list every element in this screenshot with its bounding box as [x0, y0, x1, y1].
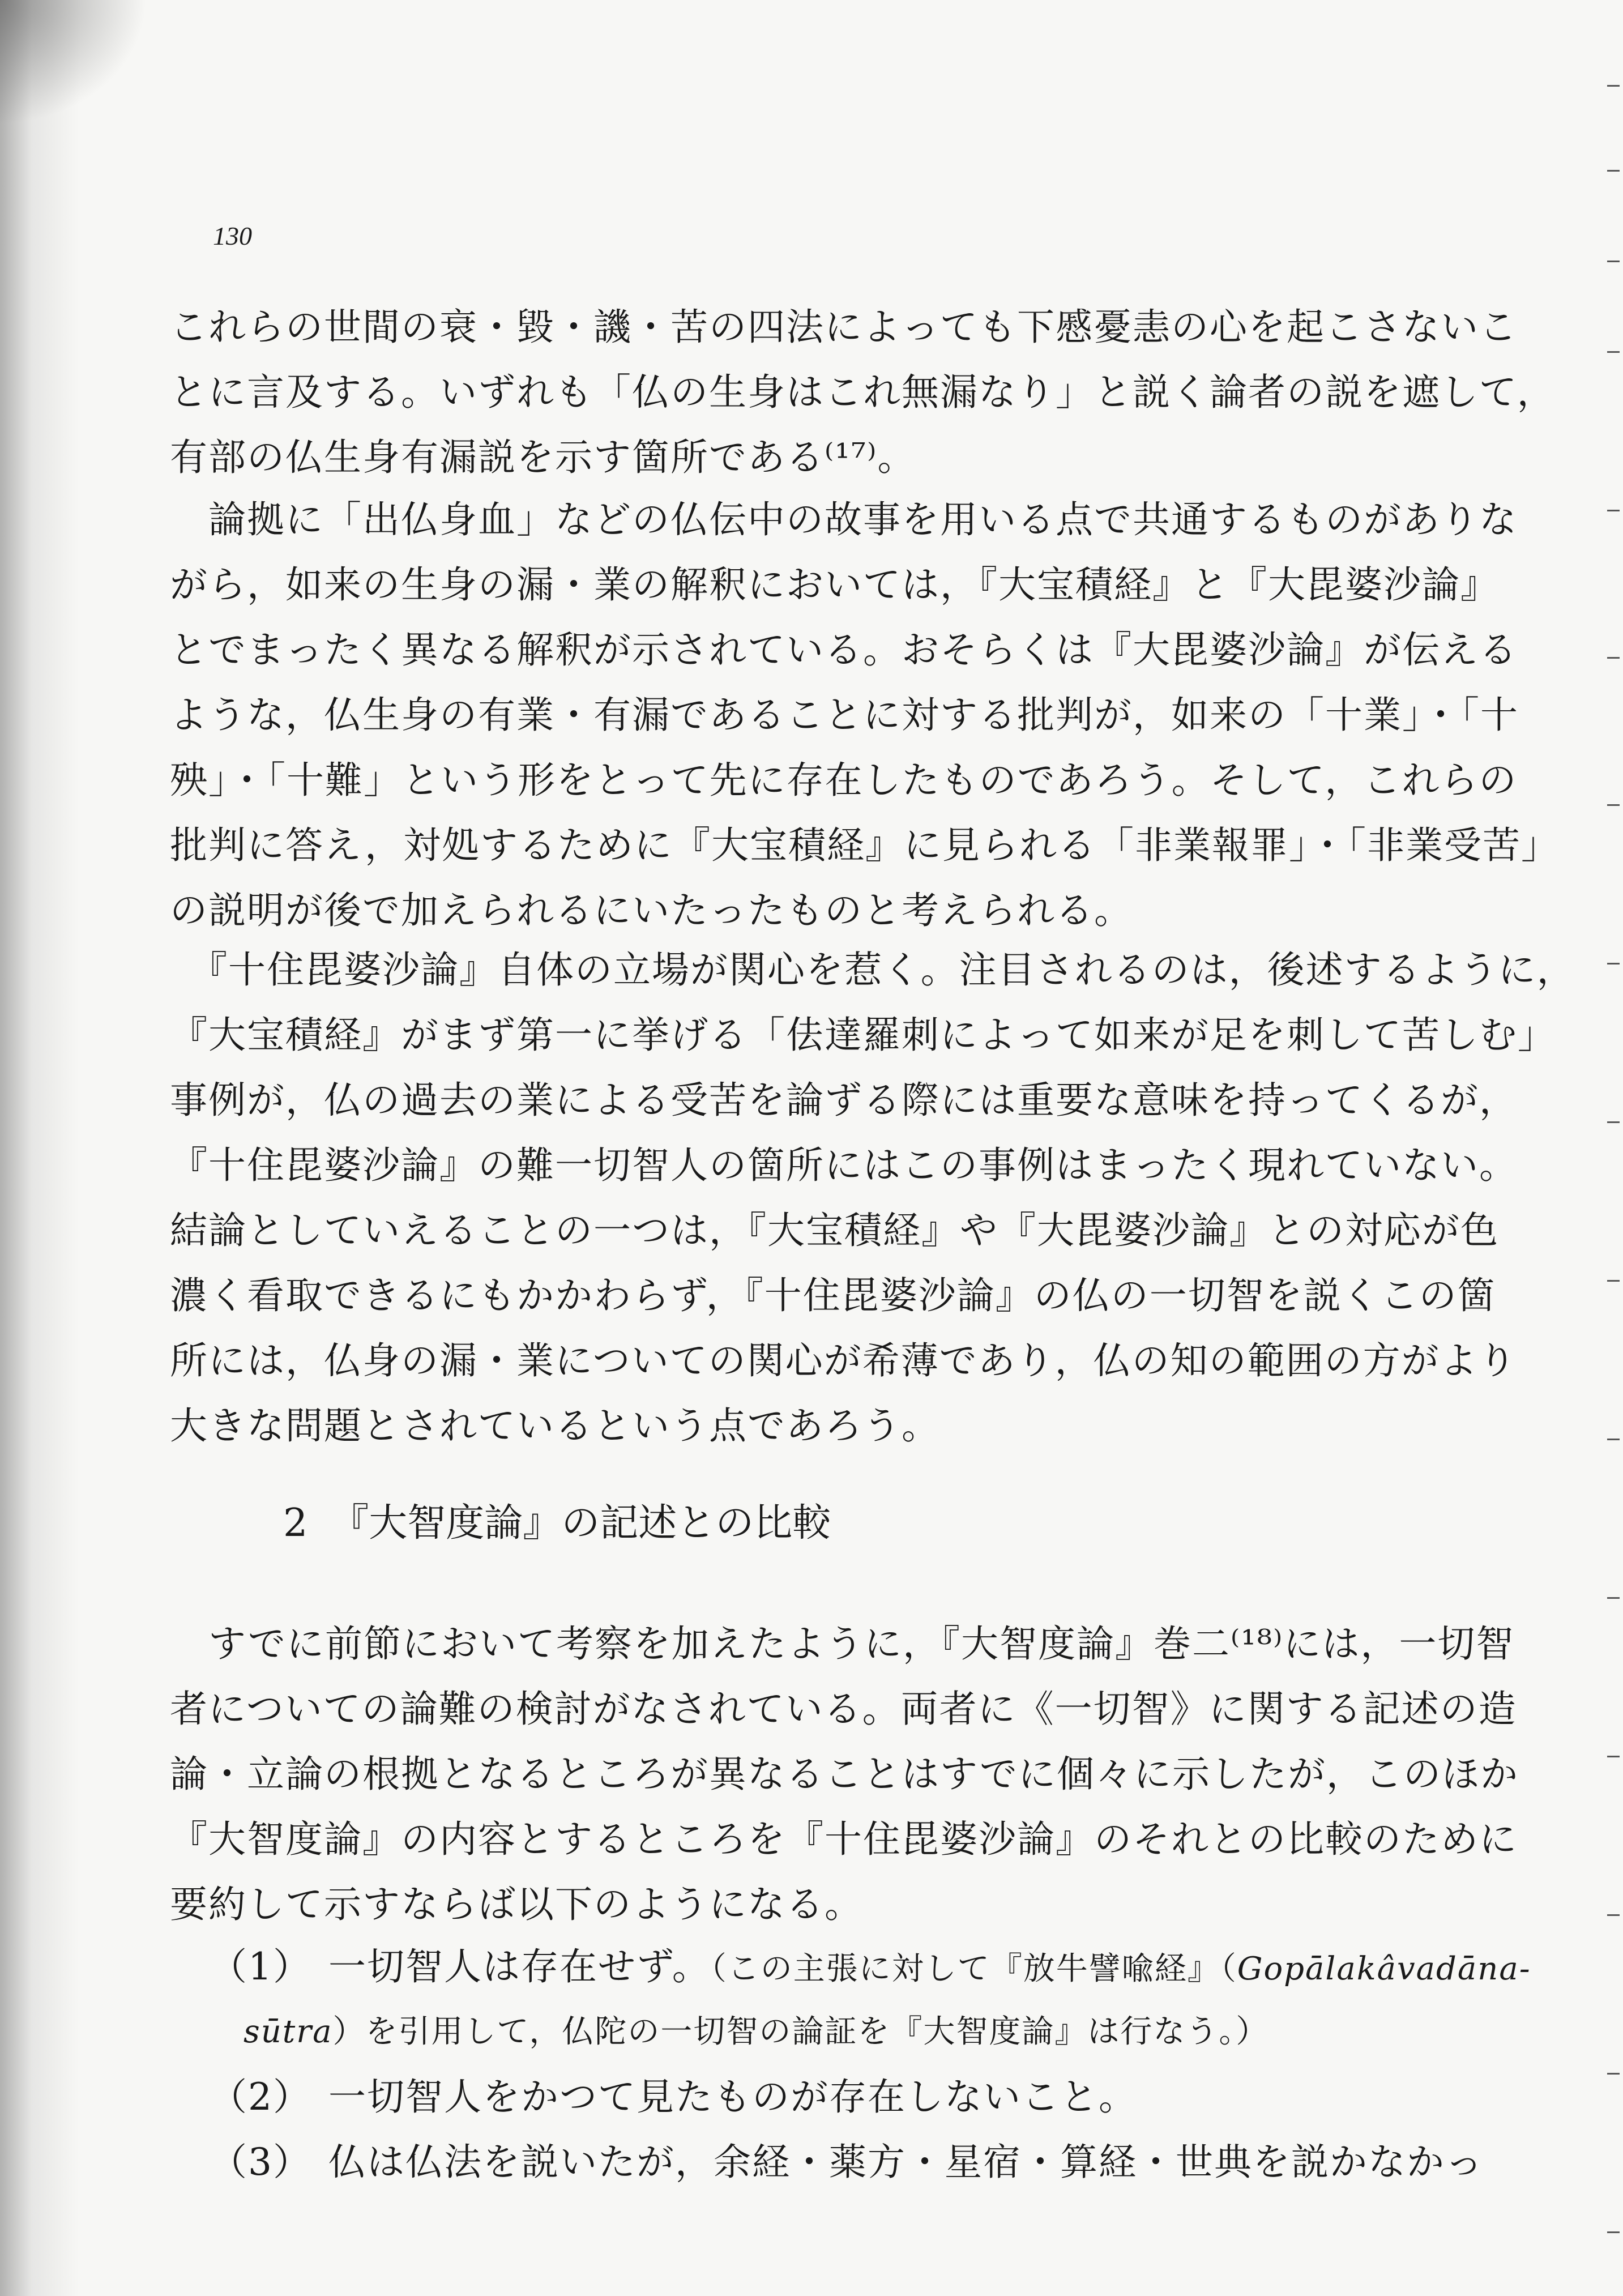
- paragraph-3-line-7: 所には，仏身の漏・業についての関心が希薄であり，仏の知の範囲の方がより: [170, 1339, 1517, 1382]
- list-item-1-note: （この主張に対して『放牛譬喩経』（: [710, 1951, 1237, 1987]
- paragraph-2-line-2: がら，如来の生身の漏・業の解釈においては，『大宝積経』と『大毘婆沙論』: [170, 563, 1499, 607]
- paragraph-3-line-3: 事例が，仏の過去の業による受苦を論ずる際には重要な意味を持ってくるが，: [170, 1078, 1518, 1122]
- scan-shadow-corner: [0, 0, 147, 125]
- paragraph-2-line-5: 殃」・「十難」という形をとって先に存在したものであろう。そして，これらの: [170, 758, 1518, 802]
- paragraph-3-line-6: 濃く看取できるにもかかわらず，『十住毘婆沙論』の仏の一切智を説くこの箇: [170, 1274, 1496, 1317]
- paragraph-2-line-3: とでまったく異なる解釈が示されている。おそらくは『大毘婆沙論』が伝える: [170, 628, 1518, 672]
- section-paragraph-line-5: 要約して示すならば以下のようになる。: [170, 1883, 863, 1926]
- paragraph-3-line-8: 大きな問題とされているという点であろう。: [170, 1404, 940, 1448]
- section-title: 『大智度論』の記述との比較: [330, 1501, 831, 1546]
- page-number: 130: [213, 221, 252, 250]
- paragraph-2-line-6: 批判に答え，対処するために『大宝積経』に見られる「非業報罪」・「非業受苦」: [170, 823, 1560, 867]
- paragraph-3-line-5: 結論としていえることの一つは，『大宝積経』や『大毘婆沙論』との対応が色: [170, 1209, 1499, 1252]
- list-item-1: [210, 1945, 1531, 1988]
- list-item-2: [210, 2075, 1137, 2119]
- section-paragraph-line-4: 『大智度論』の内容とするところを『十住毘婆沙論』のそれとの比較のために: [170, 1817, 1518, 1861]
- section-paragraph-line-1: すでに前節において考察を加えたように，『大智度論』巻二⁽¹⁸⁾には，一切智: [170, 1622, 1515, 1666]
- list-item-1-continuation-text: ）を引用して，仏陀の一切智の論証を『大智度論』は行なう。）: [332, 2013, 1269, 2050]
- section-number: 2: [283, 1501, 308, 1546]
- scan-shadow-edge: [0, 0, 79, 2296]
- paragraph-2-line-4: ような，仏生身の有業・有漏であることに対する批判が，如来の「十業」・「十: [170, 693, 1519, 737]
- section-paragraph-line-2: 者についての論難の検討がなされている。両者に《一切智》に関する記述の造: [170, 1687, 1517, 1731]
- section-paragraph-line-3: 論・立論の根拠となるところが異なることはすでに個々に示したが，このほか: [170, 1752, 1519, 1796]
- paragraph-2-line-7: の説明が後で加えられるにいたったものと考えられる。: [170, 889, 1133, 932]
- paragraph-1-line-3: 有部の仏生身有漏説を示す箇所である⁽¹⁷⁾。: [170, 436, 916, 479]
- list-item-1-text: 一切智人は存在せず。: [328, 1945, 711, 1988]
- paragraph-3-line-1: 『十住毘婆沙論』自体の立場が関心を惹く。注目されるのは，後述するように，: [170, 948, 1575, 992]
- paragraph-1-line-2: とに言及する。いずれも「仏の生身はこれ無漏なり」と説く論者の説を遮して，: [170, 370, 1556, 414]
- section-heading: [283, 1492, 831, 1547]
- list-item-1-marker: （1）: [210, 1945, 311, 1988]
- paragraph-2-line-1: 論拠に「出仏身血」などの仏伝中の故事を用いる点で共通するものがありな: [170, 498, 1518, 541]
- list-item-1-note-sanskrit: Gopālakâvadāna-: [1237, 1951, 1531, 1987]
- list-item-3-text: 仏は仏法を説いたが，余経・薬方・星宿・算経・世典を説かなかっ: [328, 2140, 1484, 2184]
- list-item-3-marker: （3）: [210, 2140, 311, 2184]
- paragraph-1-line-1: これらの世間の衰・毀・譏・苦の四法によっても下慼憂恚の心を起こさないこ: [170, 305, 1518, 349]
- list-item-1-continuation: [244, 2013, 1269, 2050]
- list-item-1-continuation-sanskrit: sūtra: [244, 2013, 333, 2050]
- scan-margin-marks: [1600, 0, 1623, 2296]
- paragraph-3-line-2: 『大宝積経』がまず第一に挙げる「佉達羅刺によって如来が足を刺して苦しむ」: [170, 1013, 1556, 1057]
- list-item-2-marker: （2）: [210, 2075, 311, 2119]
- paragraph-3-line-4: 『十住毘婆沙論』の難一切智人の箇所にはこの事例はまったく現れていない。: [170, 1143, 1518, 1187]
- list-item-2-text: 一切智人をかつて見たものが存在しないこと。: [328, 2075, 1137, 2119]
- list-item-3: [210, 2140, 1484, 2184]
